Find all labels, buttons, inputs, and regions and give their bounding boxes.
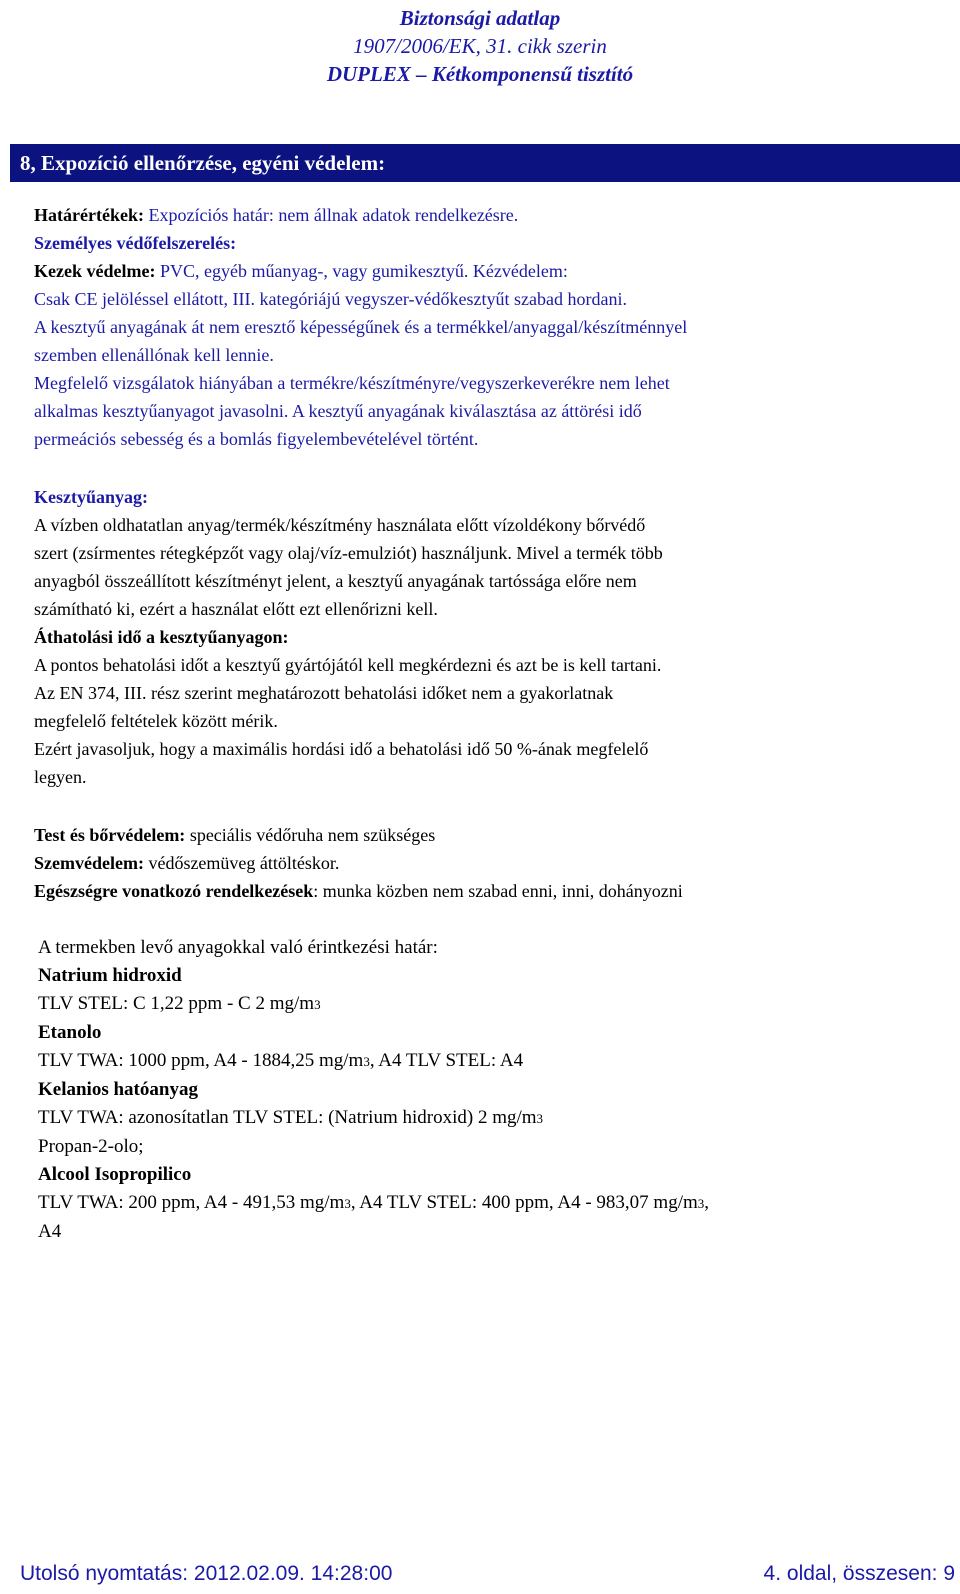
substance-limit: TLV TWA: azonosítatlan TLV STEL: (Natrium hidroxid) 2 mg/m bbox=[38, 1107, 537, 1128]
glove-block bbox=[34, 483, 934, 791]
print-date: Utolsó nyomtatás: 2012.02.09. 14:28:00 bbox=[20, 1562, 393, 1585]
ppe-line: A kesztyű anyagának át nem eresztő képességűnek és a termékkel/anyaggal/készítménnyel bbox=[34, 317, 688, 337]
health-label: Egészségre vonatkozó rendelkezések bbox=[34, 881, 314, 901]
ppe-line: szemben ellenállónak kell lennie. bbox=[34, 345, 274, 365]
breakthrough-line: Ezért javasoljuk, hogy a maximális hordási idő a behatolási idő 50 %-ának megfelelő bbox=[34, 739, 649, 759]
glove-line: anyagból összeállított készítményt jelent, a kesztyű anyagának tartóssága előre nem bbox=[34, 571, 637, 591]
breakthrough-line: Az EN 374, III. rész szerint meghatározott behatolási időket nem a gyakorlatnak bbox=[34, 683, 614, 703]
substance-limit-comma: , bbox=[704, 1192, 710, 1213]
substance-name: Natrium hidroxid bbox=[38, 965, 182, 986]
unit-subscript: 3 bbox=[363, 1054, 370, 1069]
unit-subscript: 3 bbox=[344, 1196, 351, 1211]
ppe-line: Csak CE jelöléssel ellátott, III. kategóriájú vegyszer-védőkesztyűt szabad hordani. bbox=[34, 289, 627, 309]
ppe-label: Személyes védőfelszerelés: bbox=[34, 233, 237, 253]
limits-text: Expozíciós határ: nem állnak adatok rendelkezésre. bbox=[143, 205, 519, 225]
page-number: 4. oldal, összesen: 9 bbox=[763, 1562, 955, 1585]
substance-limit-tail: , A4 TLV STEL: A4 bbox=[369, 1050, 524, 1071]
substance-name: Alcool Isopropilico bbox=[38, 1164, 192, 1185]
glove-line: számítható ki, ezért a használat előtt ezt ellenőrizni kell. bbox=[34, 599, 438, 619]
glove-line: szert (zsírmentes rétegképzőt vagy olaj/víz-emulziót) használjunk. Mivel a termék több bbox=[34, 543, 663, 563]
unit-subscript: 3 bbox=[314, 997, 321, 1012]
substance-limit: TLV STEL: C 1,22 ppm - C 2 mg/m bbox=[38, 993, 315, 1014]
breakthrough-label: Áthatolási idő a kesztyűanyagon: bbox=[34, 627, 289, 647]
hands-label: Kezek védelme: bbox=[34, 261, 156, 281]
breakthrough-line: megfelelő feltételek között mérik. bbox=[34, 711, 278, 731]
regulation-reference: 1907/2006/EK, 31. cikk szerin bbox=[353, 34, 607, 58]
section-heading: 8, Expozíció ellenőrzése, egyéni védelem: bbox=[10, 144, 960, 182]
glove-label: Kesztyűanyag: bbox=[34, 487, 148, 507]
substance-name-plain: Propan-2-olo; bbox=[38, 1136, 144, 1157]
eye-text: védőszemüveg áttöltéskor. bbox=[143, 853, 340, 873]
exposure-intro: A termekben levő anyagokkal való érintkezési határ: bbox=[38, 937, 438, 958]
document-title: Biztonsági adatlap bbox=[399, 6, 561, 30]
eye-label: Szemvédelem: bbox=[34, 853, 144, 873]
substance-limit: TLV TWA: 1000 ppm, A4 - 1884,25 mg/m bbox=[38, 1050, 364, 1071]
page-footer bbox=[20, 1560, 955, 1588]
skin-label: Test és bőrvédelem: bbox=[34, 825, 186, 845]
breakthrough-line: A pontos behatolási időt a kesztyű gyártójától kell megkérdezni és azt be is kell tartani. bbox=[34, 655, 662, 675]
ppe-line: alkalmas kesztyűanyagot javasolni. A kesztyű anyagának kiválasztása az áttörési idő bbox=[34, 401, 642, 421]
limits-label: Határértékek: bbox=[34, 205, 144, 225]
product-name: DUPLEX – Kétkomponensű tisztító bbox=[326, 62, 634, 86]
hands-text: PVC, egyéb műanyag-, vagy gumikesztyű. Kézvédelem: bbox=[155, 261, 568, 281]
substance-name: Kelanios hatóanyag bbox=[38, 1079, 198, 1100]
unit-subscript: 3 bbox=[536, 1111, 544, 1126]
ppe-line: Megfelelő vizsgálatok hiányában a termékre/készítményre/vegyszerkeverékre nem lehet bbox=[34, 373, 670, 393]
substance-limit-tail: , A4 TLV STEL: 400 ppm, A4 - 983,07 mg/m bbox=[350, 1192, 698, 1213]
ppe-line: permeációs sebesség és a bomlás figyelembevételével történt. bbox=[34, 429, 479, 449]
glove-line: A vízben oldhatatlan anyag/termék/készítmény használata előtt vízoldékony bőrvédő bbox=[34, 515, 646, 535]
exposure-limits-block bbox=[38, 934, 938, 1246]
unit-subscript: 3 bbox=[697, 1196, 705, 1211]
substance-limit-continued: A4 bbox=[38, 1221, 62, 1242]
document-header bbox=[0, 4, 960, 88]
substance-name: Etanolo bbox=[38, 1022, 102, 1043]
substance-limit: TLV TWA: 200 ppm, A4 - 491,53 mg/m bbox=[38, 1192, 345, 1213]
health-text: : munka közben nem szabad enni, inni, dohányozni bbox=[313, 881, 683, 901]
breakthrough-line: legyen. bbox=[34, 767, 87, 787]
skin-text: speciális védőruha nem szükséges bbox=[185, 825, 436, 845]
ppe-block bbox=[34, 201, 934, 453]
body-protection-block bbox=[34, 821, 934, 905]
